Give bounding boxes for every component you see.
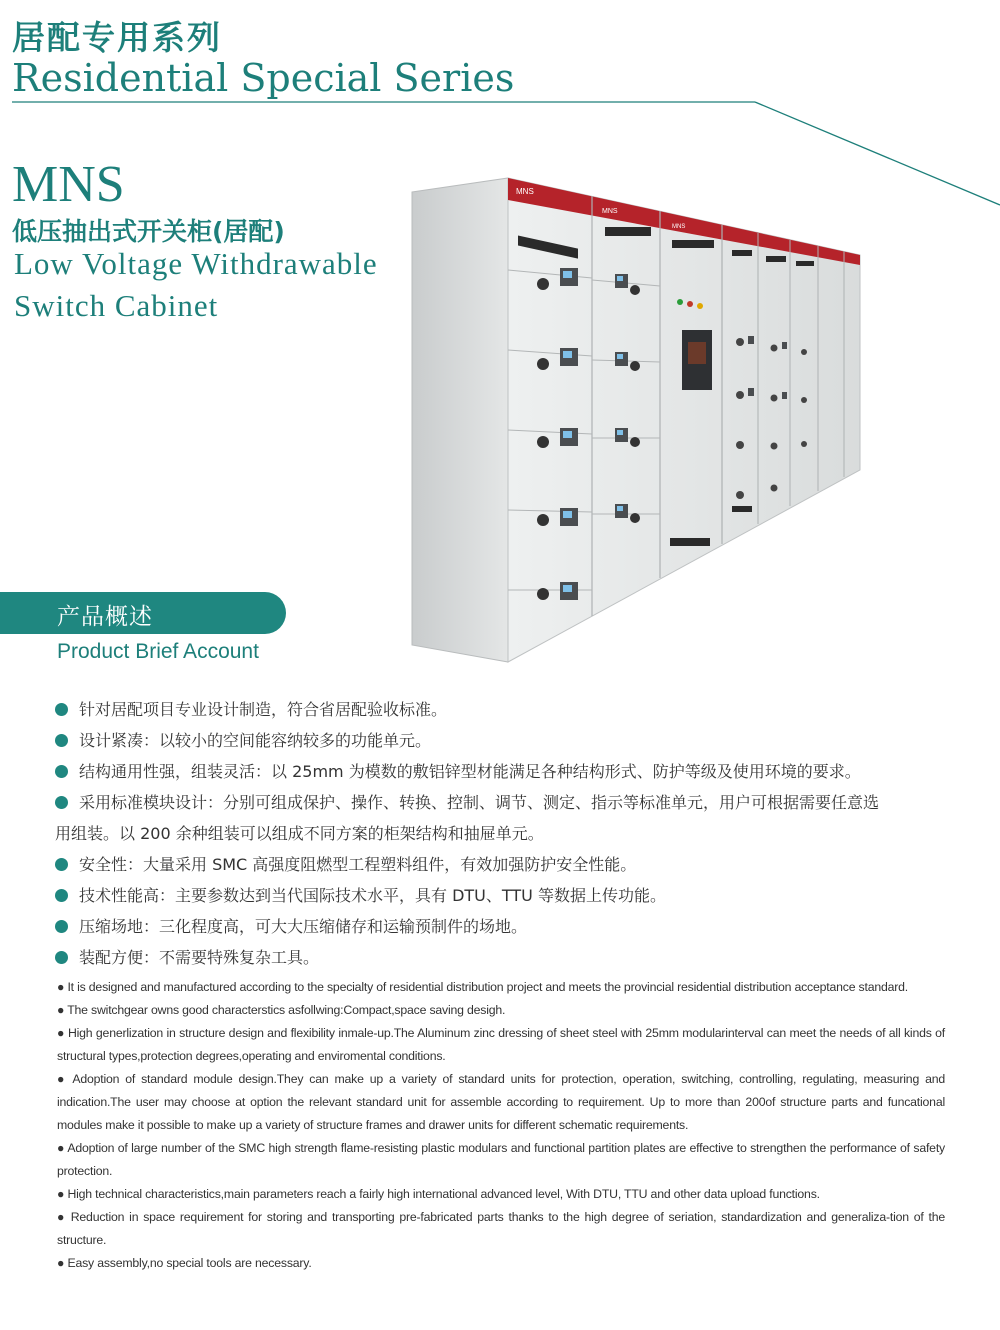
product-code: MNS (12, 156, 125, 213)
bullet-icon (55, 796, 68, 809)
feature-zh-item: 安全性：大量采用 SMC 高强度阻燃型工程塑料组件，有效加强防护安全性能。 (55, 849, 955, 880)
product-name-en-line1: Low Voltage Withdrawable (14, 246, 378, 281)
bullet-icon (55, 920, 68, 933)
panel-label-3: MNS (672, 224, 686, 230)
feature-zh-item: 采用标准模块设计：分别可组成保护、操作、转换、控制、调节、测定、指示等标准单元，用户可根据需要任意选 用组装。以 200 余种组装可以组成不同方案的柜架结构和抽屉单元。 (55, 793, 880, 843)
section-title-zh: 产品概述 (57, 604, 153, 630)
bullet-icon (55, 889, 68, 902)
bullet-icon (55, 734, 68, 747)
feature-en-item: ● High technical characteristics,main parameters reach a fairly high international advanced level, With DTU, TTU and other data upload functions. (57, 1187, 820, 1201)
feature-en-item: ● Adoption of standard module design.They can make up a variety of standard units for protection, operation, switching, controlling, regulating, measuring and indication.The user may choose at option the relevant standard unit for assemble according to requirement. Up to more than 200of structure parts and funcational modules make it possible to make up a variety of structure frames and drawer units for different schematic requirements. (57, 1072, 945, 1132)
feature-zh-item: 结构通用性强，组装灵活：以 25mm 为模数的敷铝锌型材能满足各种结构形式、防护等级及使用环境的要求。 (55, 756, 955, 787)
feature-en-item: ● High generlization in structure design and flexibility inmale-up.The Aluminum zinc dressing of sheet steel with 25mm modularinterval can meet the needs of all kinds of structural types,protection degrees,operating and enviromental conditions. (57, 1026, 945, 1063)
feature-zh-item: 压缩场地：三化程度高，可大大压缩储存和运输预制件的场地。 (55, 911, 955, 942)
bullet-icon (55, 951, 68, 964)
feature-zh-item: 针对居配项目专业设计制造，符合省居配验收标准。 (55, 694, 955, 725)
feature-zh-item: 装配方便：不需要特殊复杂工具。 (55, 942, 955, 973)
product-name-zh: 低压抽出式开关柜(居配) (12, 217, 285, 246)
panel-label-2: MNS (602, 208, 618, 215)
series-title-en: Residential Special Series (12, 56, 515, 100)
panel-label-1: MNS (516, 187, 534, 196)
feature-zh-item: 设计紧凑：以较小的空间能容纳较多的功能单元。 (55, 725, 955, 756)
features-en-list (57, 976, 945, 1275)
section-title-en: Product Brief Account (57, 640, 259, 663)
feature-en-item: ● Adoption of large number of the SMC high strength flame-resisting plastic modulars and functional partition plates are effective to strengthen the performance of safety protection. (57, 1141, 945, 1178)
bullet-icon (55, 765, 68, 778)
features-zh-list (55, 694, 955, 973)
series-title-zh: 居配专用系列 (12, 18, 222, 57)
feature-zh-item: 技术性能高：主要参数达到当代国际技术水平，具有 DTU、TTU 等数据上传功能。 (55, 880, 955, 911)
switch-cabinet-image (410, 170, 870, 670)
feature-en-item: ● The switchgear owns good characterstics asfollwing:Compact,space saving desigh. (57, 1003, 506, 1017)
feature-en-item: ● Reduction in space requirement for storing and transporting pre-fabricated parts thanks to the high degree of seriation, standardization and generaliza-tion of the structure. (57, 1210, 945, 1247)
bullet-icon (55, 703, 68, 716)
bullet-icon (55, 858, 68, 871)
product-name-en-line2: Switch Cabinet (14, 288, 219, 323)
feature-en-item: ● Easy assembly,no special tools are necessary. (57, 1256, 312, 1270)
feature-en-item: ● It is designed and manufactured according to the specialty of residential distribution project and meets the provincial residential distribution acceptance standard. (57, 980, 909, 994)
